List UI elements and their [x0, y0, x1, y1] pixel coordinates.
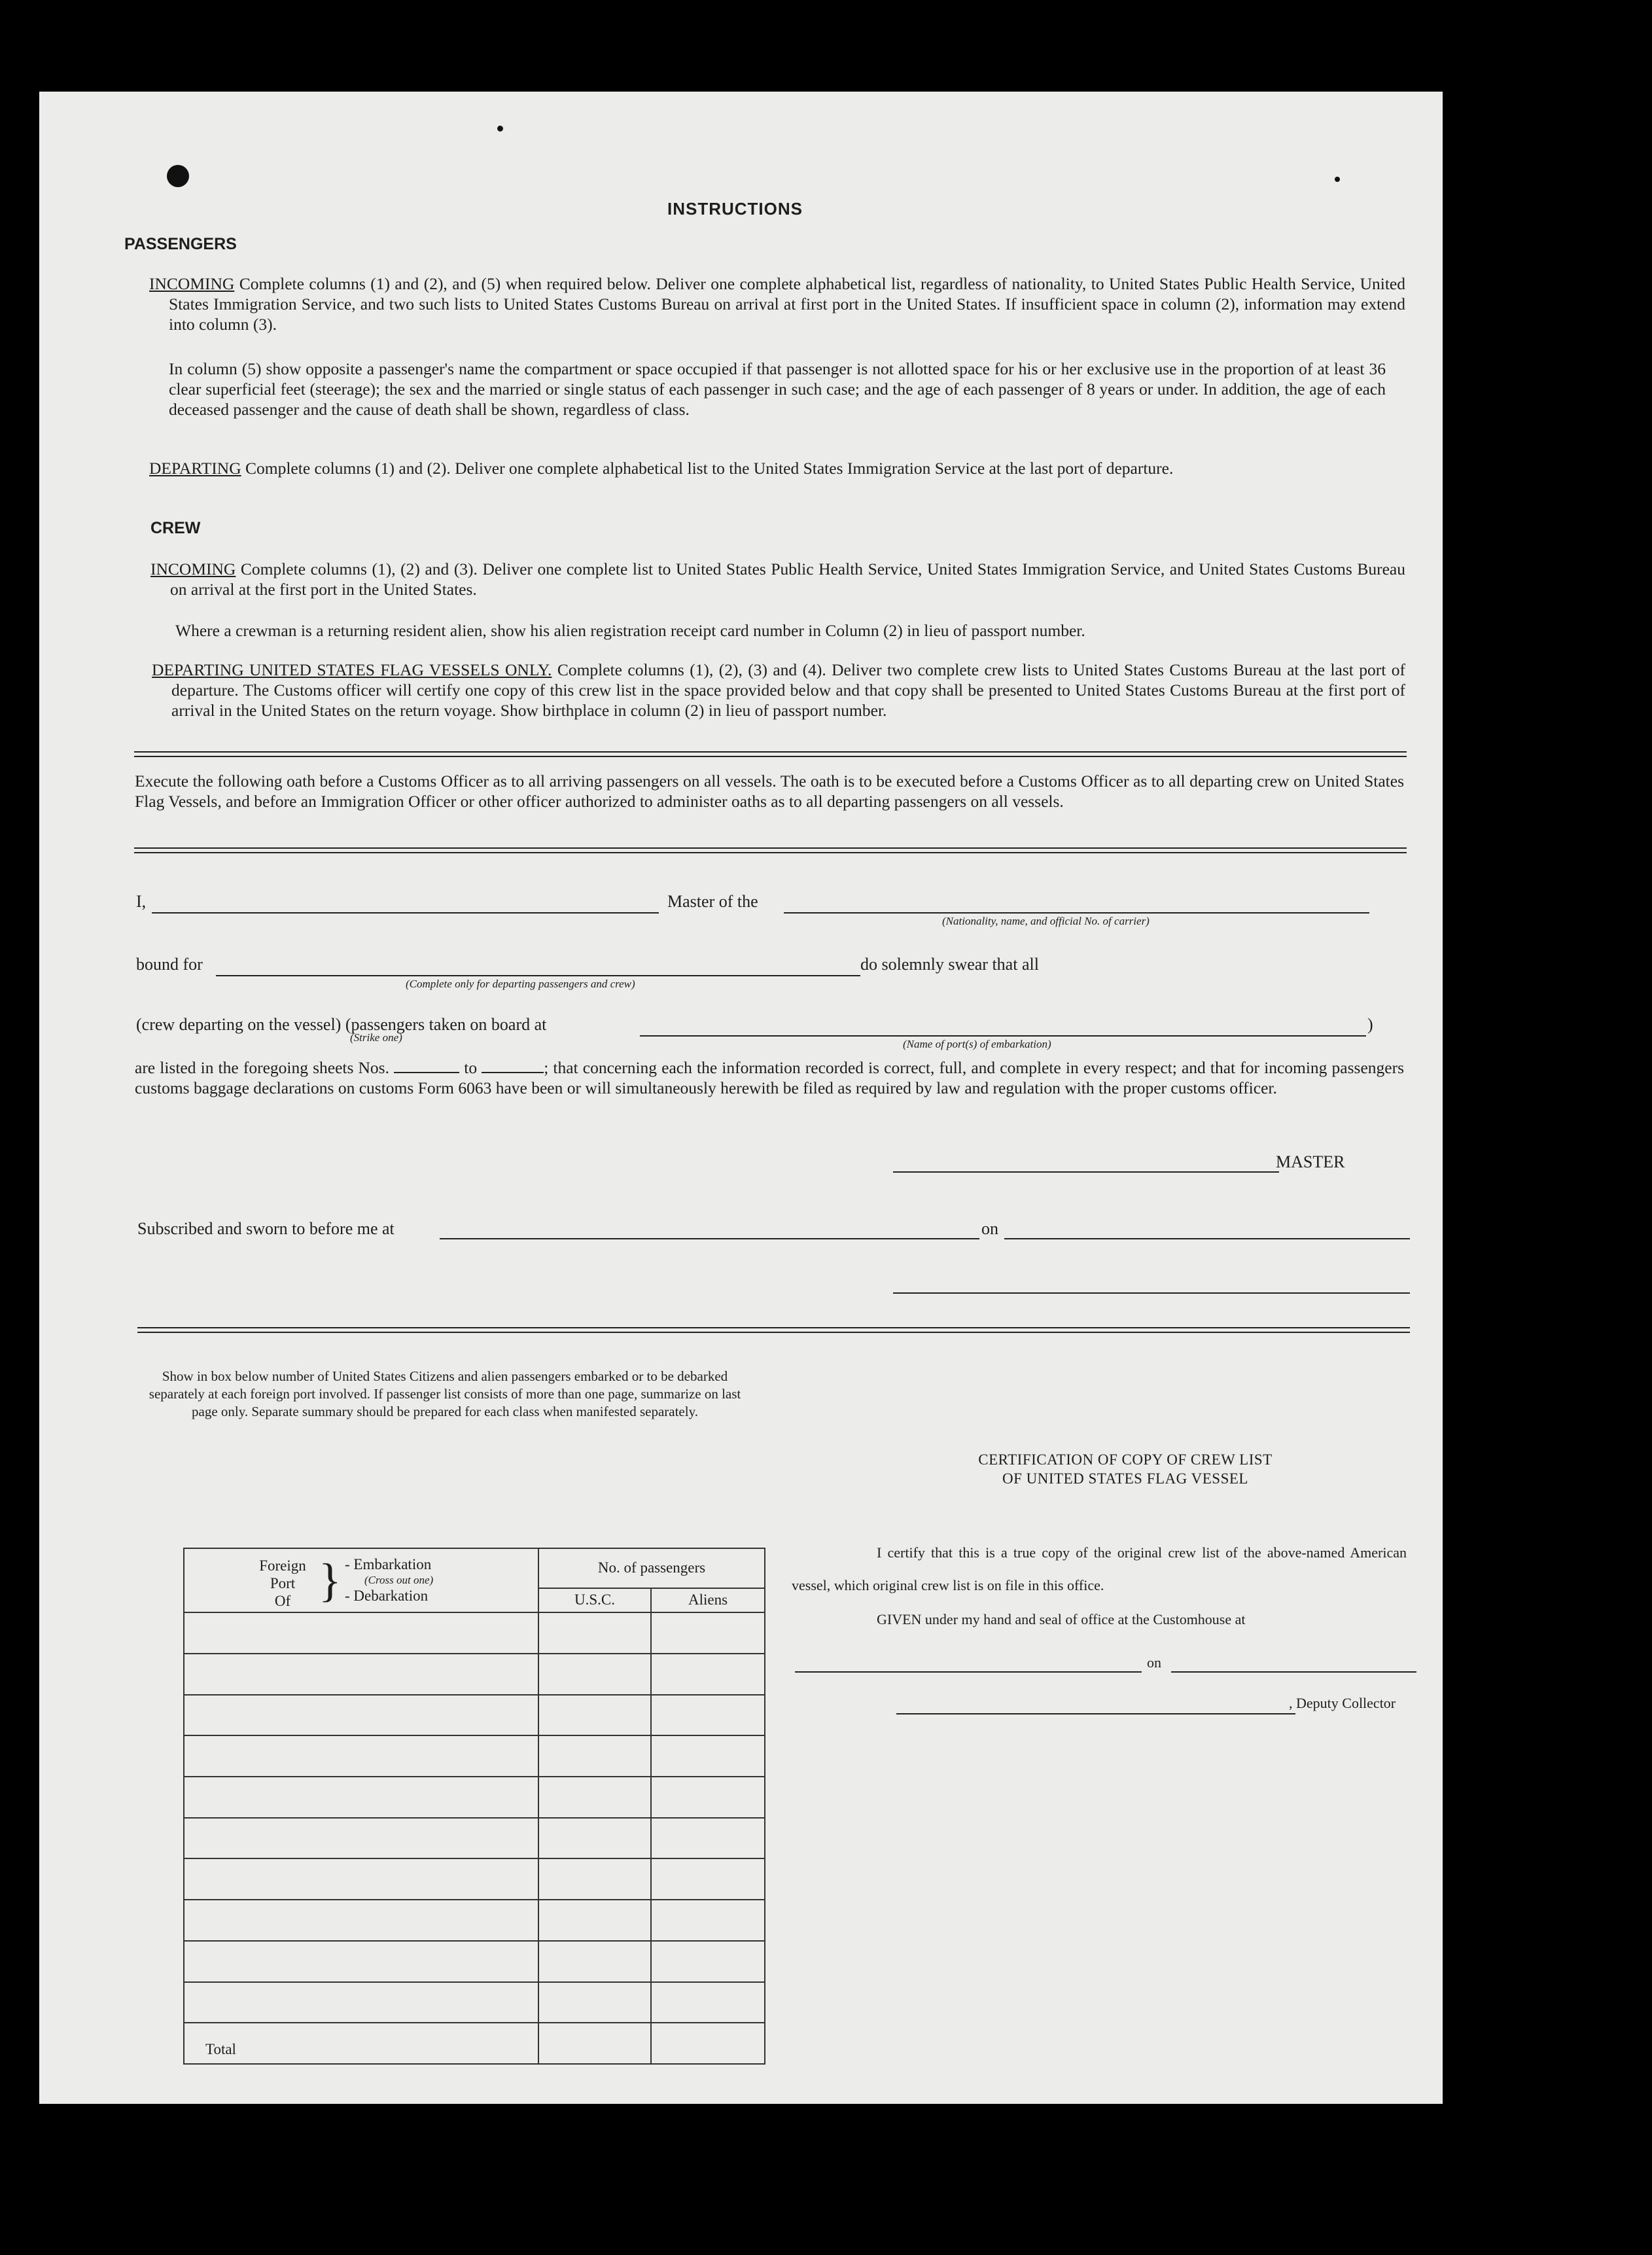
departing-us-heading: DEPARTING UNITED STATES FLAG VESSELS ONLY. [152, 660, 552, 679]
departing-text: Complete columns (1) and (2). Deliver one complete alphabetical list to the United States Immigration Service at the last port of departure. [245, 459, 1174, 478]
summary-note: Show in box below number of United States Citizens and alien passengers embarked or to be debarked separately at each foreign port involved. If passenger list consists of more than one page, summarize on last page only. Separate summary should be prepared for each class when manifested separately. [149, 1368, 741, 1419]
aliens-cell[interactable] [651, 1654, 765, 1695]
port-cell[interactable] [184, 1735, 538, 1777]
ports-line[interactable] [640, 1035, 1366, 1037]
cert-body: I certify that this is a true copy of the original crew list of the above-named American vessel, which original crew list is on file in this office. [792, 1544, 1407, 1593]
listed-b: ; that concerning each the information recorded is correct, full, and complete in every respect; and that for incoming passengers customs baggage declarations on customs Form 6063 have been or will simultaneously herewith be filed as required by law and regulation with the proper customs officer. [135, 1058, 1405, 1097]
usc-cell[interactable] [538, 1777, 651, 1818]
usc-cell[interactable] [538, 1900, 651, 1941]
complete-only-note: (Complete only for departing passengers and crew) [406, 978, 635, 990]
usc-header: U.S.C. [538, 1588, 651, 1613]
bound-for-line[interactable] [216, 975, 860, 976]
ink-blot [167, 165, 189, 187]
port-cell[interactable] [184, 1858, 538, 1900]
brace-icon: } [319, 1554, 342, 1607]
subscribed-place-line[interactable] [440, 1238, 979, 1239]
subscribed: Subscribed and sworn to before me at [137, 1219, 395, 1238]
carrier-line[interactable] [784, 912, 1369, 914]
close-paren: ) [1367, 1015, 1373, 1034]
no-passengers-header: No. of passengers [538, 1548, 765, 1588]
strike-one-note: (Strike one) [350, 1031, 402, 1044]
section-passengers: PASSENGERS [124, 235, 237, 253]
total-usc-cell[interactable] [538, 2023, 651, 2064]
port-cell[interactable] [184, 1818, 538, 1859]
oath-i: I, [136, 892, 147, 911]
document-page [39, 92, 1443, 2104]
aliens-header: Aliens [651, 1588, 765, 1613]
nationality-note: (Nationality, name, and official No. of carrier) [942, 915, 1150, 927]
port-cell[interactable] [184, 1982, 538, 2023]
departing-passengers-para [149, 458, 1405, 478]
aliens-cell[interactable] [651, 1818, 765, 1859]
crew-departing: (crew departing on the vessel) (passengers taken on board at [136, 1015, 547, 1034]
departing-us-text: Complete columns (1), (2), (3) and (4). Deliver two complete crew lists to United States Customs Bureau at the last port of departure. The Customs officer will certify one copy of this crew list in the space provided below and that copy shall be presented to United States Customs Bureau at the first port of arrival in the United States on the return voyage. Show birthplace in column (2) in lieu of passport number. [171, 660, 1406, 720]
port-cell[interactable] [184, 1900, 538, 1941]
total-label: Total [184, 2023, 538, 2064]
aliens-cell[interactable] [651, 1900, 765, 1941]
ink-dot [497, 126, 503, 132]
aliens-cell[interactable] [651, 1982, 765, 2023]
usc-cell[interactable] [538, 1818, 651, 1859]
aliens-cell[interactable] [651, 1612, 765, 1654]
debarkation-label: - Debarkation [345, 1588, 429, 1604]
departing-us-flag-para [152, 660, 1405, 720]
port-cell[interactable] [184, 1612, 538, 1654]
incoming-heading: INCOMING [149, 274, 235, 293]
usc-cell[interactable] [538, 1695, 651, 1736]
divider [134, 847, 1407, 853]
incoming-crew-para [150, 559, 1405, 599]
section-crew: CREW [150, 519, 201, 537]
cert-date-line[interactable] [1171, 1671, 1416, 1673]
incoming-crew-text: Complete columns (1), (2) and (3). Deliver one complete list to United States Public Health Service, United States Immigration Service, and United States Customs Bureau on arrival at the first port in the United States. [170, 559, 1405, 599]
page-title: INSTRUCTIONS [667, 199, 803, 219]
solemnly-swear: do solemnly swear that all [860, 955, 1039, 974]
embarkation-label: - Embarkation [345, 1556, 432, 1572]
master-label: MASTER [1276, 1152, 1345, 1171]
sheet-from-line[interactable] [394, 1072, 459, 1073]
listed-to: to [464, 1058, 478, 1077]
officer-signature-line[interactable] [893, 1292, 1410, 1294]
customhouse-line[interactable] [795, 1671, 1142, 1673]
master-of-the: Master of the [667, 892, 758, 911]
foreign-port-header [184, 1548, 538, 1612]
aliens-cell[interactable] [651, 1941, 765, 1982]
master-signature-line[interactable] [893, 1171, 1279, 1173]
cert-title [896, 1450, 1354, 1488]
port-cell[interactable] [184, 1654, 538, 1695]
cert-on: on [1147, 1654, 1161, 1671]
crewman-para: Where a crewman is a returning resident alien, show his alien registration receipt card number in Column (2) in lieu of passport number. [175, 621, 1085, 640]
usc-cell[interactable] [538, 1735, 651, 1777]
ports-note: (Name of port(s) of embarkation) [903, 1038, 1051, 1050]
divider [134, 751, 1407, 757]
aliens-cell[interactable] [651, 1777, 765, 1818]
aliens-cell[interactable] [651, 1695, 765, 1736]
deputy-collector: , Deputy Collector [1289, 1695, 1396, 1711]
port-label: Port [270, 1575, 296, 1591]
cert-given: GIVEN under my hand and seal of office at the Customhouse at [877, 1611, 1246, 1627]
usc-cell[interactable] [538, 1612, 651, 1654]
subscribed-date-line[interactable] [1004, 1238, 1410, 1239]
column5-para: In column (5) show opposite a passenger's name the compartment or space occupied if that passenger is not allotted space for his or her exclusive use in the proportion of at least 36 clear superficial feet (steerage); the sex and the married or single status of each passenger in such case; and the age of each passenger of 8 years or under. In addition, the age of each deceased passenger and the cause of death shall be shown, regardless of class. [169, 359, 1386, 419]
passenger-summary-table [183, 1548, 765, 2065]
incoming-passengers-para [149, 274, 1405, 334]
aliens-cell[interactable] [651, 1735, 765, 1777]
subscribed-on: on [981, 1219, 998, 1238]
of-label: Of [274, 1593, 291, 1609]
listed-para [135, 1057, 1404, 1098]
cross-out-note: (Cross out one) [364, 1574, 434, 1586]
aliens-cell[interactable] [651, 1858, 765, 1900]
deputy-signature-line[interactable] [896, 1713, 1295, 1714]
cert-title-line2: OF UNITED STATES FLAG VESSEL [1002, 1470, 1248, 1487]
usc-cell[interactable] [538, 1858, 651, 1900]
port-cell[interactable] [184, 1777, 538, 1818]
foreign-label: Foreign [259, 1557, 306, 1574]
port-cell[interactable] [184, 1695, 538, 1736]
total-aliens-cell[interactable] [651, 2023, 765, 2064]
usc-cell[interactable] [538, 1982, 651, 2023]
cert-title-line1: CERTIFICATION OF COPY OF CREW LIST [978, 1451, 1273, 1468]
bound-for: bound for [136, 955, 203, 974]
ink-dot [1335, 177, 1340, 182]
usc-cell[interactable] [538, 1654, 651, 1695]
departing-heading: DEPARTING [149, 459, 241, 478]
listed-a: are listed in the foregoing sheets Nos. [135, 1058, 389, 1077]
incoming-text: Complete columns (1) and (2), and (5) when required below. Deliver one complete alphabetical list, regardless of nationality, to United States Public Health Service, United States Immigration Service, and two such lists to United States Customs Bureau on arrival at first port in the United States. If insufficient space in column (2), information may extend into column (3). [169, 274, 1405, 334]
incoming-crew-heading: INCOMING [150, 559, 236, 578]
sheet-to-line[interactable] [482, 1072, 544, 1073]
oath-intro: Execute the following oath before a Customs Officer as to all arriving passengers on all vessels. The oath is to be executed before a Customs Officer as to all departing crew on United States Flag Vessels, and before an Immigration Officer or other officer authorized to administer oaths as to all departing passengers on all vessels. [135, 772, 1404, 811]
port-cell[interactable] [184, 1941, 538, 1982]
divider [137, 1327, 1410, 1333]
master-name-line[interactable] [152, 912, 659, 914]
usc-cell[interactable] [538, 1941, 651, 1982]
